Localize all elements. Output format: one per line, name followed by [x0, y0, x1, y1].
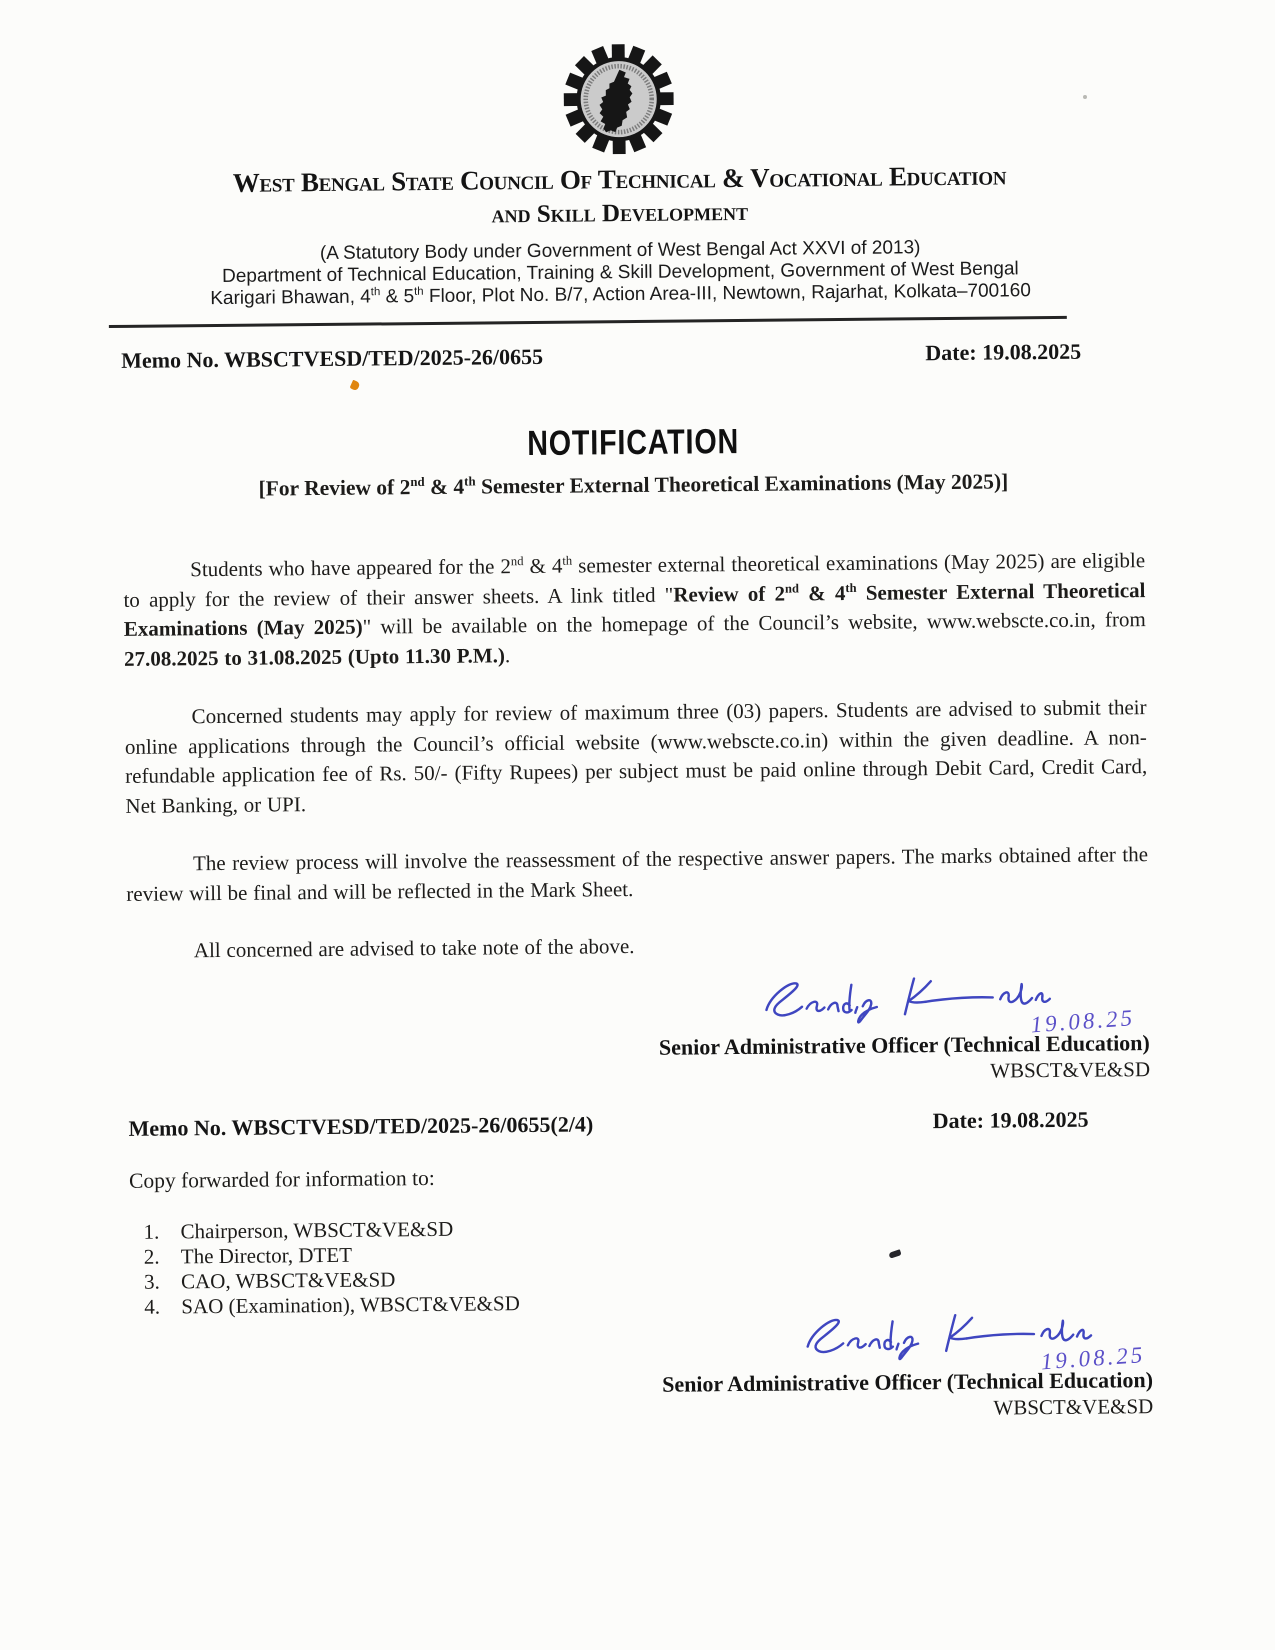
copy-item-number: 4. — [144, 1294, 161, 1319]
address-line: Karigari Bhawan, 4th & 5th Floor, Plot No. B/7, Action Area-III, Newtown, Rajarhat, Kolkata–700160 — [210, 280, 1031, 310]
notification-subtitle: [For Review of 2nd & 4th Semester External Theoretical Examinations (May 2025)] — [258, 469, 1009, 501]
notification-heading — [122, 420, 1144, 467]
copy-item-number: 3. — [143, 1269, 160, 1294]
signature-art-1 — [127, 965, 1136, 1037]
copy-item-text: CAO, WBSCT&VE&SD — [180, 1266, 396, 1293]
memo-date-1: Date: 19.08.2025 — [925, 338, 1082, 366]
handwritten-signature-icon — [746, 965, 1077, 1026]
signature-block-2 — [130, 1302, 1153, 1429]
org-name-line1: West Bengal State Council Of Technical & Vocational Education — [232, 160, 1007, 198]
handwritten-date-1: 19.08.25 — [1029, 1004, 1136, 1037]
signatory-org-1: WBSCT&VE&SD — [990, 1056, 1151, 1083]
paragraph-review-process: The review process will involve the reassessment of the respective answer papers. The marks obtained after the review will be final and will be reflected in the Mark Sheet. — [126, 842, 1149, 906]
closing-line: All concerned are advised to take note of the above. — [193, 934, 635, 963]
signature-art-2 — [130, 1302, 1146, 1374]
copy-item-number: 1. — [143, 1219, 160, 1244]
copy-item-text: The Director, DTET — [180, 1242, 353, 1268]
handwritten-date-2: 19.08.25 — [1039, 1341, 1146, 1374]
signatory-org-2: WBSCT&VE&SD — [993, 1393, 1154, 1420]
logo-row — [118, 39, 1119, 159]
notification-title: NOTIFICATION — [526, 422, 740, 464]
copy-item-number: 2. — [143, 1244, 160, 1269]
memo-row-1 — [121, 338, 1143, 374]
copy-item-text: SAO (Examination), WBSCT&VE&SD — [181, 1290, 520, 1318]
council-gear-emblem-icon — [563, 44, 674, 155]
paragraph-eligibility: Students who have appeared for the 2nd & 4th semester external theoretical examinations (May 2025) are eligible to apply for the review of their answer sheets. A link titled "Review of 2nd & 4th Semester External Theoretical Examinations (May 2025)" will be available on the homepage of the Council’s website, www.webscte.co.in, from 27.08.2025 to 31.08.2025 (Upto 11.30 P.M.). — [123, 548, 1146, 671]
signatory-title-2: Senior Administrative Officer (Technical Education) — [662, 1366, 1154, 1397]
org-name-line2: and Skill Development — [491, 198, 749, 229]
letterhead — [118, 39, 1142, 311]
copy-forward-lead: Copy forwarded for information to: — [128, 1165, 435, 1193]
copy-item-text: Chairperson, WBSCT&VE&SD — [180, 1216, 454, 1243]
memo-row-2 — [128, 1106, 1150, 1142]
signature-block-1 — [127, 965, 1150, 1092]
signatory-title-1: Senior Administrative Officer (Technical Education) — [658, 1029, 1150, 1060]
memo-number-1: Memo No. WBSCTVESD/TED/2025-26/0655 — [121, 343, 544, 373]
header-divider-rule — [109, 316, 1067, 328]
memo-number-2: Memo No. WBSCTVESD/TED/2025-26/0655(2/4) — [128, 1110, 594, 1141]
paragraph-application: Concerned students may apply for review of maximum three (03) papers. Students are advised to submit their online applications through the Council’s official website (www.webscte.co.in) within the given deadline. A non-refundable application fee of Rs. 50/- (Fifty Rupees) per subject must be paid online through Debit Card, Credit Card, Net Banking, or UPI. — [124, 695, 1148, 818]
statutory-line: (A Statutory Body under Government of West Bengal Act XXVI of 2013) — [319, 237, 921, 265]
memo-date-2: Date: 19.08.2025 — [932, 1106, 1089, 1133]
department-line: Department of Technical Education, Training & Skill Development, Government of West Bengal — [221, 258, 1019, 287]
